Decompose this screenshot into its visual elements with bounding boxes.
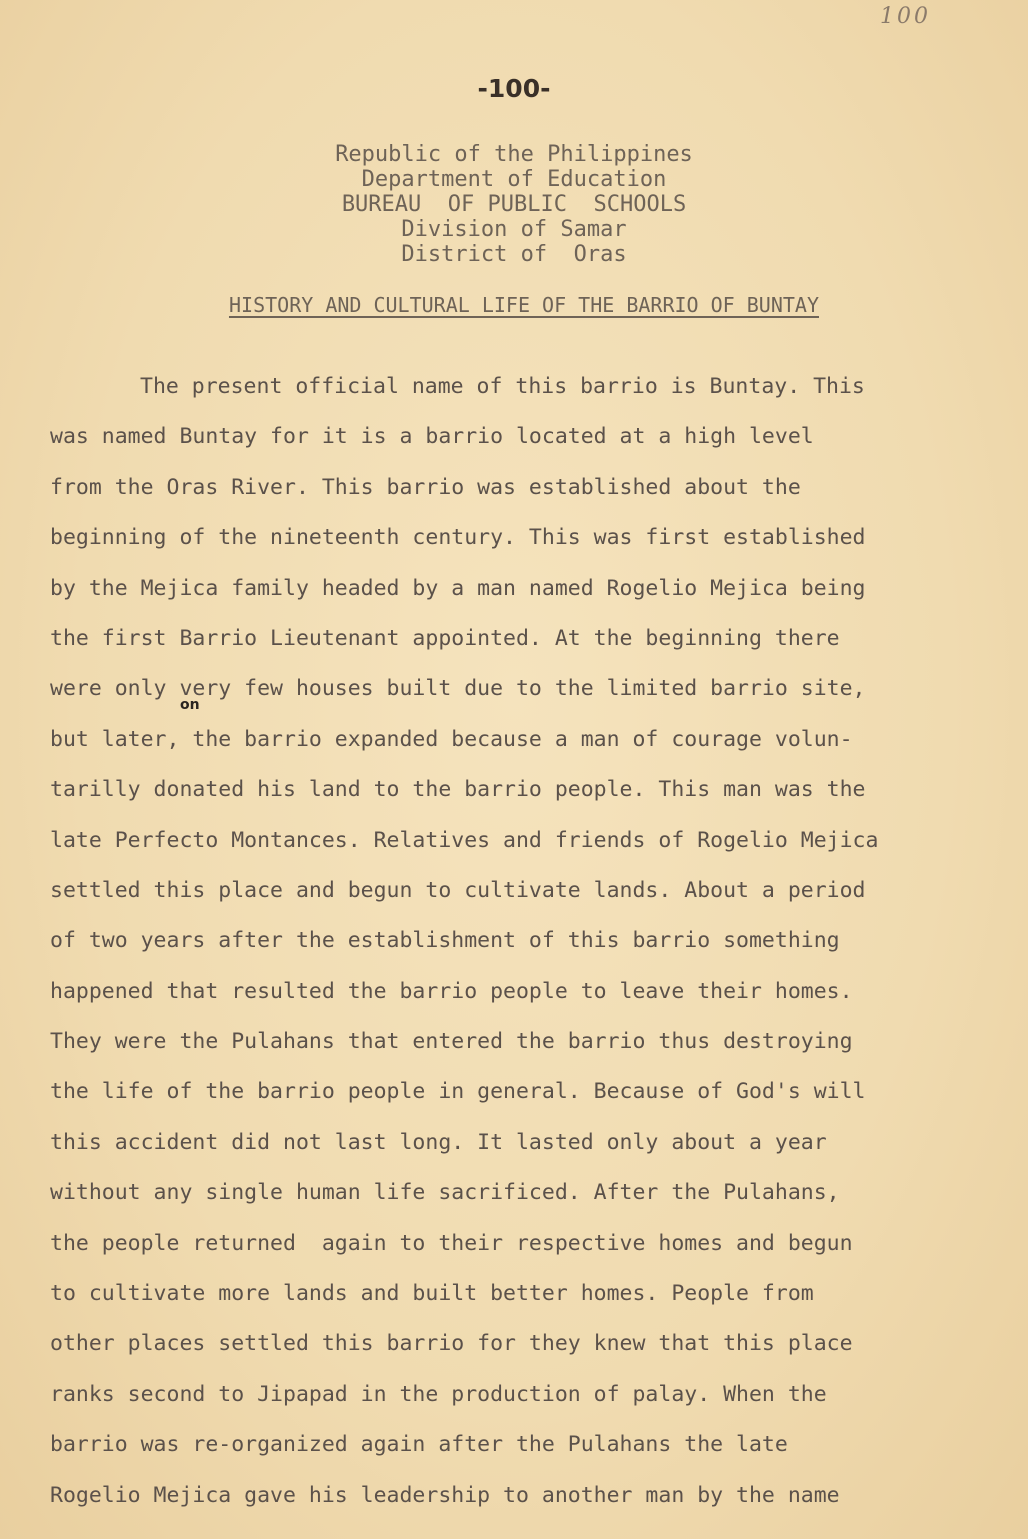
letterhead-line: Division of Samar — [401, 217, 627, 242]
letterhead-line: Department of Education — [361, 167, 667, 192]
text-line: barrio was re-organized again after the Pulahans the late — [50, 1432, 788, 1458]
text-line: of two years after the establishment of this barrio something — [50, 928, 840, 954]
text-line: beginning of the nineteenth century. This was first established — [50, 525, 866, 551]
text-line: Rogelio Mejica gave his leadership to another man by the name — [50, 1482, 840, 1508]
text-line: ranks second to Jipapad in the production of palay. When the — [50, 1381, 827, 1407]
text-line: tarilly donated his land to the barrio people. This man was the — [50, 777, 866, 803]
letterhead-line: BUREAU OF PUBLIC SCHOOLS — [341, 192, 687, 217]
text-line: without any single human life sacrificed. After the Pulahans, — [50, 1180, 840, 1206]
handwritten-page-number: 100 — [880, 4, 931, 29]
letterhead — [0, 142, 1028, 267]
text-line: this accident did not last long. It lasted only about a year — [50, 1129, 827, 1155]
text-line: They were the Pulahans that entered the barrio thus destroying — [50, 1029, 853, 1055]
handwritten-insertion: on — [180, 697, 200, 713]
page-number: -100- — [477, 74, 551, 103]
text-line: to cultivate more lands and built better homes. People from — [50, 1281, 814, 1307]
text-line: the people returned again to their respective homes and begun — [50, 1230, 853, 1256]
text-line: settled this place and begun to cultivate lands. About a period — [50, 877, 866, 903]
text-line: were only very few houses built due to the limited barrio site, — [50, 676, 866, 702]
text-line: from the Oras River. This barrio was established about the — [50, 474, 801, 500]
letterhead-line: Republic of the Philippines — [335, 142, 693, 167]
letterhead-line: District of Oras — [401, 242, 627, 267]
body-text — [50, 362, 1020, 1521]
text-line: was named Buntay for it is a barrio located at a high level — [50, 424, 814, 450]
text-line: the life of the barrio people in general. Because of God's will — [50, 1079, 866, 1105]
text-line: other places settled this barrio for they knew that this place — [50, 1331, 853, 1357]
text-line: late Perfecto Montances. Relatives and friends of Rogelio Mejica — [50, 827, 879, 853]
text-line: by the Mejica family headed by a man named Rogelio Mejica being — [50, 575, 866, 601]
document-title: HISTORY AND CULTURAL LIFE OF THE BARRIO OF BUNTAY — [228, 293, 819, 317]
text-line: the first Barrio Lieutenant appointed. At the beginning there — [50, 625, 840, 651]
text-line: happened that resulted the barrio people to leave their homes. — [50, 978, 853, 1004]
text-line: The present official name of this barrio is Buntay. This — [140, 374, 865, 399]
text-line: but later, the barrio expanded because a man of courage volun- — [50, 726, 853, 752]
